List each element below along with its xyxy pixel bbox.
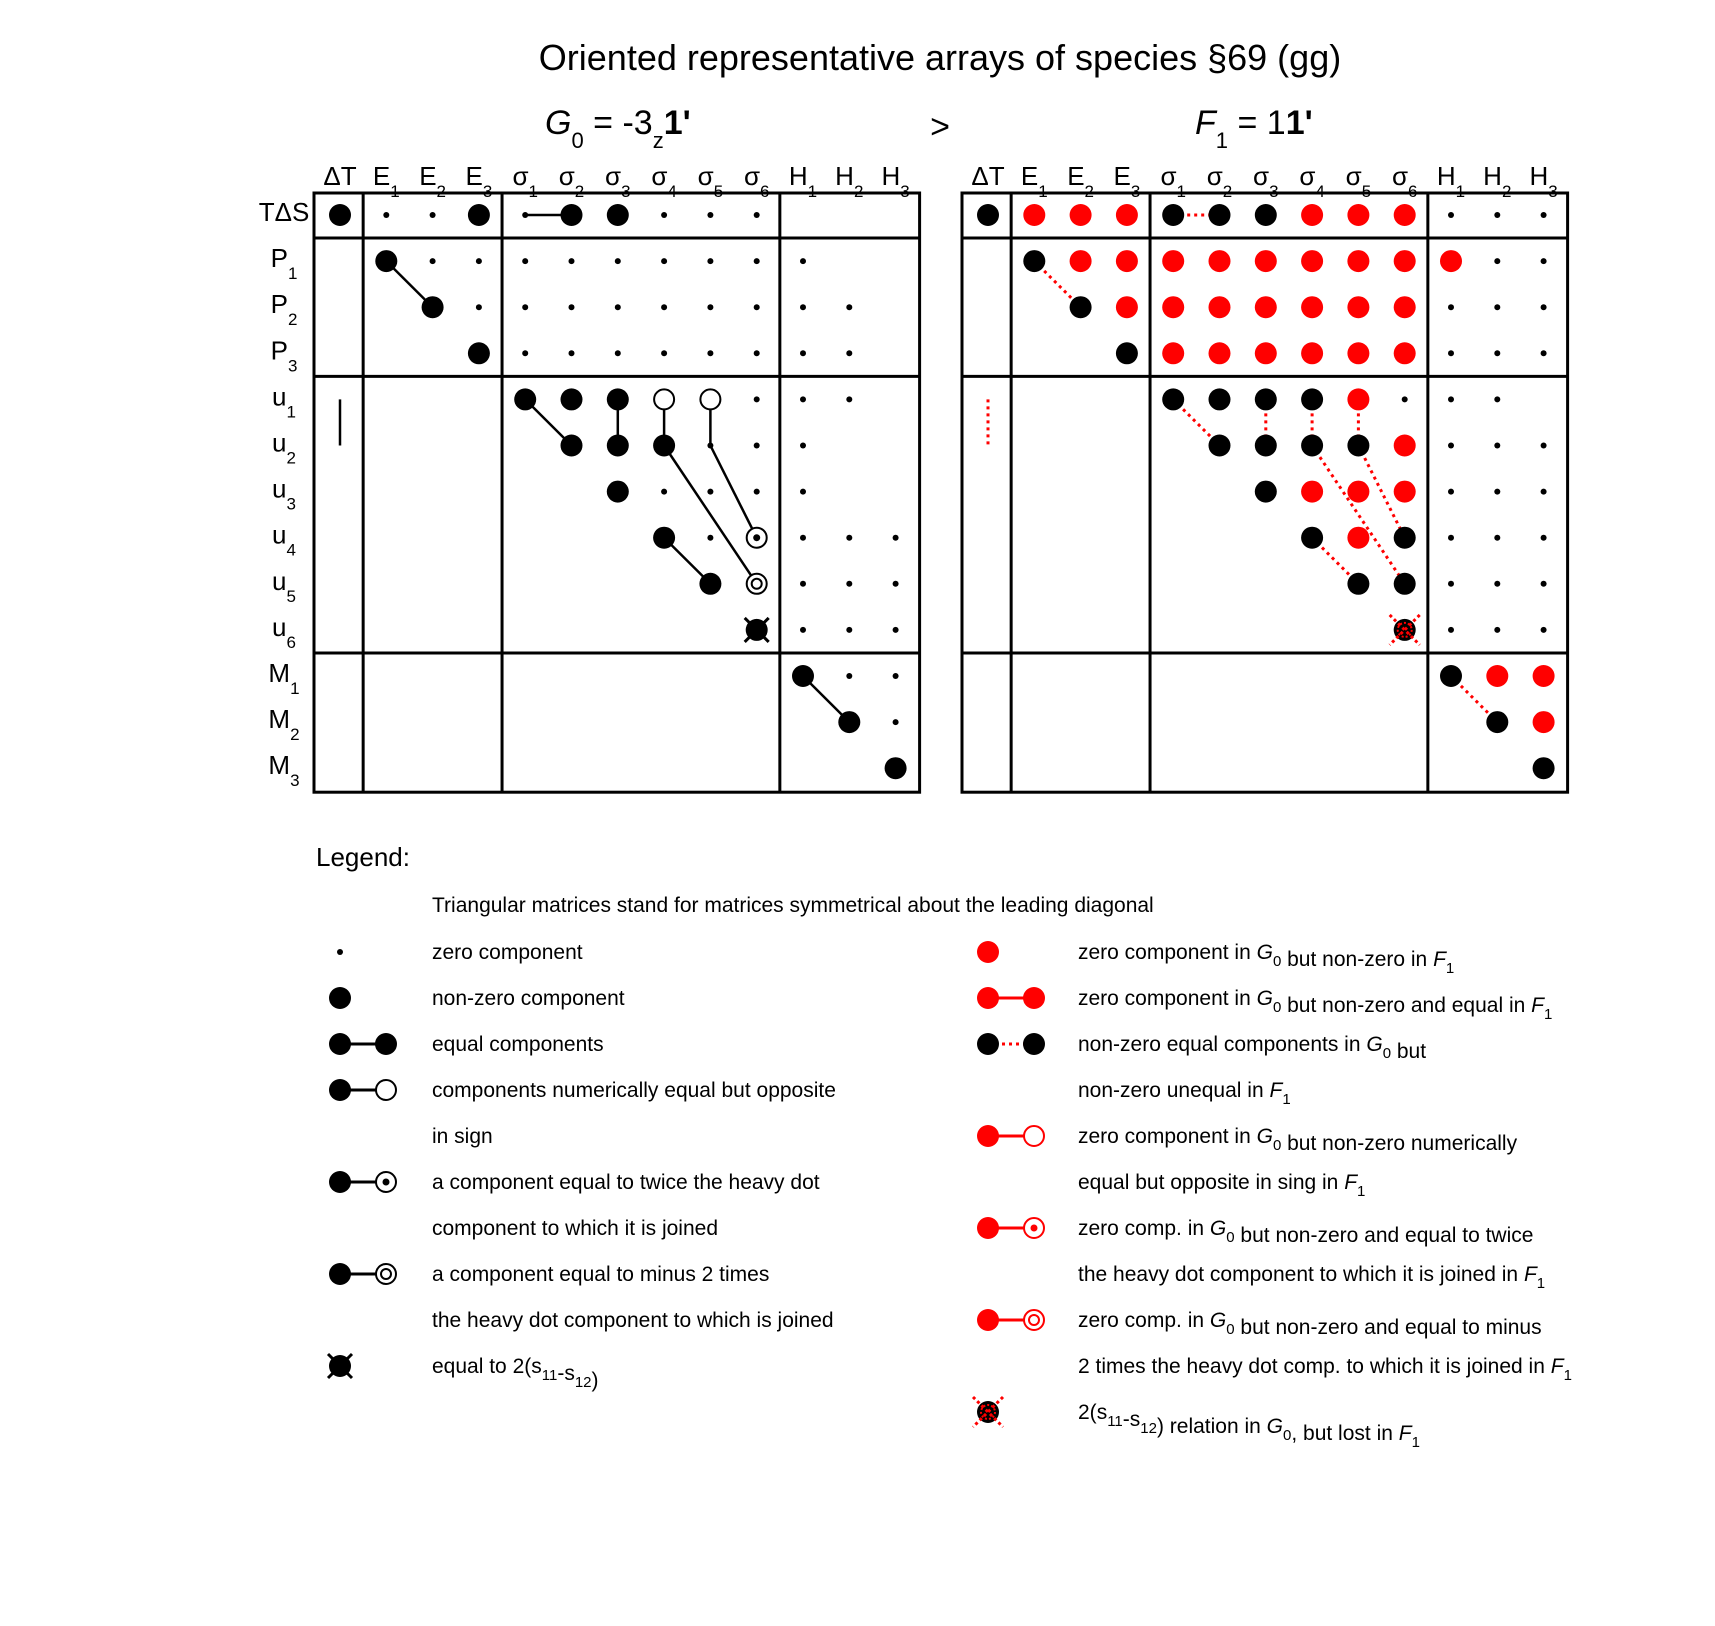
cell-G0-r2c7 — [661, 304, 667, 310]
column-header: $\sigma_1$ — [1160, 161, 1186, 201]
cell-F1-r4c11 — [1494, 396, 1500, 402]
cell-G0-r0c8 — [707, 212, 713, 218]
cell-G0-r0c4 — [522, 212, 528, 218]
cell-G0-r3c11 — [846, 350, 852, 356]
cell-F1-r1c3 — [1116, 250, 1138, 272]
cell-F1-r1c5 — [1209, 250, 1231, 272]
cell-G0-r3c3 — [468, 342, 490, 364]
legend-right-text-4-line-1: the heavy dot component to which it is joined in $F_1$ — [1078, 1263, 1546, 1292]
legend-left-text-1-line-0: non-zero component — [432, 987, 625, 1010]
cell-G0-r9c10 — [800, 627, 806, 633]
row-label: $u_1$ — [272, 381, 296, 422]
cell-F1-r3c9 — [1394, 342, 1416, 364]
row-label: $P_1$ — [270, 243, 298, 284]
figure-title: Oriented representative arrays of species §69 (gg) — [538, 37, 1342, 78]
cell-F1-r6c10 — [1448, 489, 1454, 495]
cell-F1-r5c8 — [1347, 435, 1369, 457]
cell-G0-r2c8 — [707, 304, 713, 310]
cell-F1-r6c11 — [1494, 489, 1500, 495]
cell-G0-r9c11 — [846, 627, 852, 633]
cell-G0-r0c1 — [383, 212, 389, 218]
cell-G0-r3c7 — [661, 350, 667, 356]
left-group-label — [545, 104, 691, 153]
cell-F1-r6c12 — [1541, 489, 1547, 495]
column-header: $H_3$ — [881, 161, 910, 201]
legend-left-text-4-line-0: a component equal to twice the heavy dot — [432, 1171, 820, 1194]
cell-G0-r6c9 — [754, 489, 760, 495]
cell-G0-r2c3 — [476, 304, 482, 310]
cell-G0-r10c11 — [846, 673, 852, 679]
cell-F1-r4c5 — [1209, 388, 1231, 410]
cell-F1-r1c8 — [1347, 250, 1369, 272]
cell-F1-r1c7 — [1301, 250, 1323, 272]
left-group-bold: 1' — [663, 104, 691, 142]
cell-F1-r4c6 — [1255, 388, 1277, 410]
legend-right-text-4-line-0: zero comp. in $G_0$ but non-zero and equal to twice — [1078, 1217, 1534, 1247]
row-label: $u_6$ — [272, 611, 296, 652]
cell-G0-r4c9 — [754, 396, 760, 402]
cell-F1-r11c12 — [1533, 711, 1555, 733]
cell-G0-r5c9 — [754, 443, 760, 449]
component-link — [1312, 446, 1405, 584]
column-header: $H_3$ — [1529, 161, 1558, 201]
row-label: $M_3$ — [268, 750, 300, 791]
left-group-value: = -3 — [583, 104, 653, 142]
column-header: $E_2$ — [1067, 161, 1095, 201]
legend-right-text-3-line-1: equal but opposite in sing in $F_1$ — [1078, 1171, 1366, 1200]
cell-F1-r0c1 — [1023, 204, 1045, 226]
cell-F1-r2c3 — [1116, 296, 1138, 318]
column-header: $\sigma_6$ — [1391, 161, 1418, 201]
cell-G0-r1c2 — [430, 258, 436, 264]
cell-G0-r0c6 — [607, 204, 629, 226]
cell-F1-r2c11 — [1494, 304, 1500, 310]
column-header: $\sigma_6$ — [743, 161, 770, 201]
legend-symbol-red-cross — [973, 1397, 1003, 1427]
cell-G0-r10c12 — [893, 673, 899, 679]
cell-F1-r11c11 — [1486, 711, 1508, 733]
column-header: ΔT — [323, 161, 357, 191]
row-label: $u_4$ — [272, 519, 296, 560]
legend-symbol-small-dot — [337, 949, 343, 955]
right-group-symbol: F — [1195, 104, 1216, 142]
cell-F1-r8c12 — [1541, 581, 1547, 587]
legend-left-text-3-line-0: components numerically equal but opposite — [432, 1079, 836, 1102]
cell-G0-r6c10 — [800, 489, 806, 495]
cell-F1-r1c1 — [1023, 250, 1045, 272]
cell-F1-r7c7 — [1301, 527, 1323, 549]
cell-G0-r1c1 — [375, 250, 397, 272]
cell-F1-r5c10 — [1448, 443, 1454, 449]
legend-heading: Legend: — [316, 842, 410, 872]
legend-symbol-black-dotted — [977, 1033, 1045, 1055]
legend-symbol-red-twice — [977, 1217, 1044, 1239]
cell-F1-r7c11 — [1494, 535, 1500, 541]
cell-F1-r2c2 — [1070, 296, 1092, 318]
cell-F1-r2c5 — [1209, 296, 1231, 318]
legend-note: Triangular matrices stand for matrices symmetrical about the leading diagonal — [432, 894, 1154, 917]
cell-G0-r1c10 — [800, 258, 806, 264]
cell-F1-r9c9 — [1390, 615, 1420, 645]
column-header: $E_3$ — [1113, 161, 1141, 201]
legend-right-text-6-line-0: $2(s_{11}-s_{12})$ relation in $G_0$, but lost in $F_1$ — [1078, 1401, 1420, 1451]
cell-G0-r1c3 — [476, 258, 482, 264]
cell-G0-r5c10 — [800, 443, 806, 449]
cell-F1-r0c8 — [1347, 204, 1369, 226]
cell-F1-r7c12 — [1541, 535, 1547, 541]
legend-symbol-big-dot — [329, 987, 351, 1009]
cell-F1-r2c9 — [1394, 296, 1416, 318]
column-header: $\sigma_5$ — [697, 161, 724, 201]
cell-F1-r1c9 — [1394, 250, 1416, 272]
cell-F1-r3c7 — [1301, 342, 1323, 364]
cell-F1-r4c9 — [1402, 396, 1408, 402]
cell-G0-r7c10 — [800, 535, 806, 541]
cell-F1-r8c8 — [1347, 573, 1369, 595]
cell-F1-r0c7 — [1301, 204, 1323, 226]
cell-G0-r12c12 — [885, 757, 907, 779]
cell-G0-r5c5 — [561, 435, 583, 457]
cell-F1-r8c10 — [1448, 581, 1454, 587]
matrix-F1 — [962, 161, 1568, 792]
legend-symbol-red-minus2 — [977, 1309, 1044, 1331]
cell-G0-r7c11 — [846, 535, 852, 541]
row-label: $M_2$ — [268, 704, 300, 745]
right-group-subscript: 1 — [1215, 128, 1229, 153]
cell-F1-r6c8 — [1347, 481, 1369, 503]
cell-G0-r8c10 — [800, 581, 806, 587]
legend-symbol-cross — [328, 1354, 352, 1378]
cell-F1-r3c11 — [1494, 350, 1500, 356]
cell-F1-r0c11 — [1494, 212, 1500, 218]
column-header: $\sigma_2$ — [1206, 161, 1233, 201]
cell-G0-r3c4 — [522, 350, 528, 356]
legend-left-text-4-line-1: component to which it is joined — [432, 1217, 718, 1240]
cell-G0-r7c9 — [747, 528, 767, 548]
cell-G0-r2c5 — [569, 304, 575, 310]
cell-G0-r7c12 — [893, 535, 899, 541]
legend — [316, 842, 1572, 1451]
cell-G0-r2c6 — [615, 304, 621, 310]
cell-G0-r7c7 — [653, 527, 675, 549]
cell-G0-r5c6 — [607, 435, 629, 457]
column-header: $\sigma_5$ — [1345, 161, 1372, 201]
cell-G0-r8c12 — [893, 581, 899, 587]
comparator: > — [930, 108, 950, 146]
legend-right-text-5-line-1: 2 times the heavy dot comp. to which it is joined in $F_1$ — [1078, 1355, 1572, 1384]
column-header: $H_1$ — [788, 161, 818, 201]
column-header: $H_1$ — [1436, 161, 1466, 201]
cell-G0-r1c6 — [615, 258, 621, 264]
cell-G0-r8c8 — [699, 573, 721, 595]
row-label: $u_3$ — [272, 473, 296, 514]
cell-G0-r3c5 — [569, 350, 575, 356]
cell-F1-r6c9 — [1394, 481, 1416, 503]
cell-G0-r7c8 — [707, 535, 713, 541]
cell-G0-r4c8 — [700, 389, 720, 409]
cell-F1-r1c6 — [1255, 250, 1277, 272]
column-header: $E_1$ — [1020, 161, 1048, 201]
cell-G0-r3c9 — [754, 350, 760, 356]
cell-F1-r2c6 — [1255, 296, 1277, 318]
column-header: $H_2$ — [1483, 161, 1512, 201]
cell-F1-r5c7 — [1301, 435, 1323, 457]
cell-F1-r0c4 — [1162, 204, 1184, 226]
cell-F1-r3c5 — [1209, 342, 1231, 364]
cell-F1-r1c10 — [1440, 250, 1462, 272]
legend-right-text-2-line-1: non-zero unequal in $F_1$ — [1078, 1079, 1291, 1108]
matrices — [259, 161, 1568, 792]
cell-F1-r0c10 — [1448, 212, 1454, 218]
cell-G0-r0c5 — [561, 204, 583, 226]
cell-G0-r2c2 — [422, 296, 444, 318]
legend-right-text-3-line-0: zero component in $G_0$ but non-zero numerically — [1078, 1125, 1518, 1155]
cell-F1-r3c12 — [1541, 350, 1547, 356]
legend-left-text-6-line-0: equal to $2(s_{11}-s_{12})$ — [432, 1355, 599, 1392]
cell-G0-r10c10 — [792, 665, 814, 687]
cell-F1-r2c7 — [1301, 296, 1323, 318]
cell-F1-r0c6 — [1255, 204, 1277, 226]
cell-F1-r6c7 — [1301, 481, 1323, 503]
cell-G0-r9c12 — [893, 627, 899, 633]
row-label: $P_3$ — [270, 335, 298, 376]
left-group-subscript-2: z — [652, 128, 664, 153]
component-link — [664, 446, 757, 584]
cell-G0-r3c10 — [800, 350, 806, 356]
column-header: $E_1$ — [372, 161, 400, 201]
cell-F1-r1c4 — [1162, 250, 1184, 272]
cell-F1-r10c12 — [1533, 665, 1555, 687]
left-group-subscript: 0 — [571, 128, 584, 153]
column-header: $\sigma_1$ — [512, 161, 538, 201]
column-header: $E_2$ — [419, 161, 447, 201]
cell-G0-r4c10 — [800, 396, 806, 402]
svg-text:F1 = 11' — [1195, 104, 1313, 153]
right-group-bold: 1' — [1285, 104, 1313, 142]
cell-F1-r5c6 — [1255, 435, 1277, 457]
cell-F1-r3c8 — [1347, 342, 1369, 364]
cell-G0-r5c7 — [653, 435, 675, 457]
legend-left-text-3-line-1: in sign — [432, 1125, 493, 1148]
cell-G0-r8c11 — [846, 581, 852, 587]
right-group-value: = 1 — [1228, 104, 1286, 142]
cell-F1-r0c3 — [1116, 204, 1138, 226]
cell-F1-r1c12 — [1541, 258, 1547, 264]
legend-left-text-5-line-0: a component equal to minus 2 times — [432, 1263, 770, 1286]
column-header: $H_2$ — [835, 161, 864, 201]
cell-F1-r5c11 — [1494, 443, 1500, 449]
cell-G0-r2c9 — [754, 304, 760, 310]
cell-G0-r4c5 — [561, 388, 583, 410]
cell-G0-r4c4 — [514, 388, 536, 410]
cell-G0-r8c9 — [747, 574, 767, 594]
column-header: $\sigma_2$ — [558, 161, 585, 201]
cell-G0-r2c10 — [800, 304, 806, 310]
cell-G0-r4c6 — [607, 388, 629, 410]
cell-G0-r3c6 — [615, 350, 621, 356]
legend-right-text-1-line-0: zero component in $G_0$ but non-zero and equal in $F_1$ — [1078, 987, 1553, 1023]
cell-G0-r2c11 — [846, 304, 852, 310]
cell-F1-r0c12 — [1541, 212, 1547, 218]
legend-left-text-2-line-0: equal components — [432, 1033, 604, 1056]
cell-F1-r9c10 — [1448, 627, 1454, 633]
row-label: TΔS — [258, 197, 310, 227]
column-header: ΔT — [971, 161, 1005, 191]
cell-F1-r1c11 — [1494, 258, 1500, 264]
matrix-G0 — [259, 161, 920, 792]
cell-F1-r6c6 — [1255, 481, 1277, 503]
legend-right-text-2-line-0: non-zero equal components in $G_0$ but — [1078, 1033, 1427, 1063]
cell-F1-r9c12 — [1541, 627, 1547, 633]
left-group-symbol: G — [545, 104, 572, 142]
cell-G0-r1c8 — [707, 258, 713, 264]
cell-G0-r0c0 — [329, 204, 351, 226]
legend-symbol-twice — [329, 1171, 396, 1193]
cell-F1-r12c12 — [1533, 757, 1555, 779]
cell-F1-r0c9 — [1394, 204, 1416, 226]
cell-F1-r4c10 — [1448, 396, 1454, 402]
cell-G0-r1c4 — [522, 258, 528, 264]
cell-G0-r1c9 — [754, 258, 760, 264]
cell-G0-r0c2 — [430, 212, 436, 218]
svg-text:G0 = -3z1' — [545, 104, 691, 153]
legend-symbol-minus2 — [329, 1263, 396, 1285]
legend-left-text-0-line-0: zero component — [432, 941, 583, 964]
cell-F1-r5c12 — [1541, 443, 1547, 449]
cell-G0-r0c3 — [468, 204, 490, 226]
cell-G0-r6c7 — [661, 489, 667, 495]
cell-F1-r4c4 — [1162, 388, 1184, 410]
cell-F1-r0c2 — [1070, 204, 1092, 226]
cell-F1-r3c4 — [1162, 342, 1184, 364]
cell-F1-r7c10 — [1448, 535, 1454, 541]
cell-F1-r0c0 — [977, 204, 999, 226]
cell-G0-r0c9 — [754, 212, 760, 218]
column-header: $E_3$ — [465, 161, 493, 201]
legend-right-text-5-line-0: zero comp. in $G_0$ but non-zero and equal to minus — [1078, 1309, 1542, 1339]
legend-symbol-red-opposite — [977, 1125, 1044, 1147]
cell-F1-r7c8 — [1347, 527, 1369, 549]
cell-G0-r9c9 — [745, 618, 769, 642]
cell-G0-r4c11 — [846, 396, 852, 402]
cell-F1-r0c5 — [1209, 204, 1231, 226]
legend-symbol-opposite — [329, 1079, 396, 1101]
row-label: $u_5$ — [272, 565, 296, 606]
column-header: $\sigma_3$ — [605, 161, 631, 201]
cell-F1-r5c9 — [1394, 435, 1416, 457]
legend-symbol-equal — [329, 1033, 397, 1055]
cell-F1-r2c10 — [1448, 304, 1454, 310]
row-label: $u_2$ — [272, 427, 296, 468]
column-header: $\sigma_4$ — [1299, 161, 1325, 201]
column-header: $\sigma_4$ — [651, 161, 677, 201]
row-label: $M_1$ — [268, 658, 300, 698]
cell-F1-r3c10 — [1448, 350, 1454, 356]
cell-G0-r5c8 — [707, 443, 713, 449]
cell-F1-r3c6 — [1255, 342, 1277, 364]
legend-symbol-red-equal — [977, 987, 1045, 1009]
cell-F1-r4c8 — [1347, 388, 1369, 410]
column-header: $\sigma_3$ — [1253, 161, 1279, 201]
cell-F1-r10c11 — [1486, 665, 1508, 687]
row-label: $P_2$ — [270, 289, 298, 330]
cell-F1-r2c4 — [1162, 296, 1184, 318]
legend-left-text-5-line-1: the heavy dot component to which is joined — [432, 1309, 834, 1332]
cell-G0-r2c4 — [522, 304, 528, 310]
cell-G0-r11c12 — [893, 719, 899, 725]
cell-F1-r10c10 — [1440, 665, 1462, 687]
cell-F1-r8c9 — [1394, 573, 1416, 595]
cell-F1-r2c8 — [1347, 296, 1369, 318]
right-group-label — [1195, 104, 1313, 153]
cell-F1-r5c5 — [1209, 435, 1231, 457]
cell-G0-r0c7 — [661, 212, 667, 218]
cell-F1-r9c11 — [1494, 627, 1500, 633]
cell-G0-r3c8 — [707, 350, 713, 356]
cell-G0-r1c7 — [661, 258, 667, 264]
legend-symbol-red-dot — [977, 941, 999, 963]
cell-G0-r1c5 — [569, 258, 575, 264]
cell-F1-r4c7 — [1301, 388, 1323, 410]
legend-right-text-0-line-0: zero component in $G_0$ but non-zero in $F_1$ — [1078, 941, 1455, 977]
cell-F1-r7c9 — [1394, 527, 1416, 549]
cell-F1-r8c11 — [1494, 581, 1500, 587]
cell-G0-r11c11 — [838, 711, 860, 733]
cell-F1-r2c12 — [1541, 304, 1547, 310]
cell-G0-r6c8 — [707, 489, 713, 495]
cell-F1-r1c2 — [1070, 250, 1092, 272]
cell-G0-r6c6 — [607, 481, 629, 503]
cell-G0-r4c7 — [654, 389, 674, 409]
cell-F1-r3c3 — [1116, 342, 1138, 364]
